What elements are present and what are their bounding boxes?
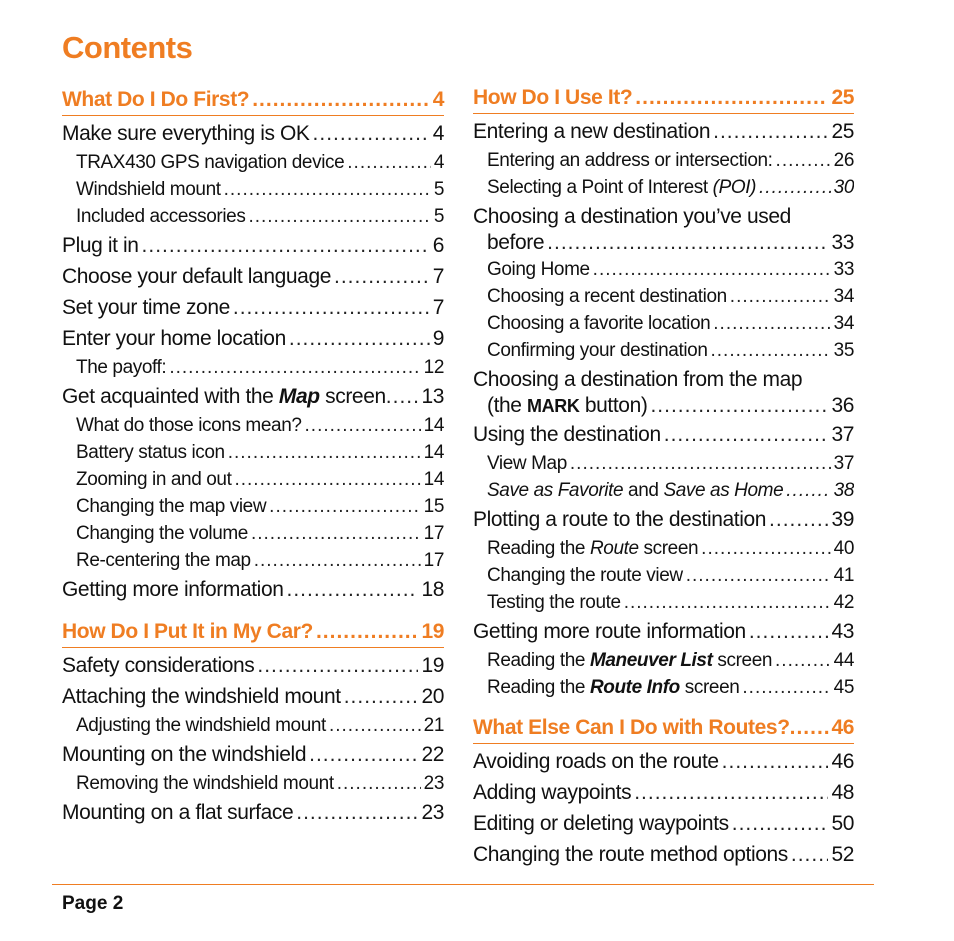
toc-subentry[interactable]: Battery status icon ..... 14 (62, 439, 444, 466)
toc-subentry[interactable]: Reading the Route Info screen ..... 45 (473, 674, 854, 701)
toc-entry-continuation[interactable]: (the MARK button) ..... 36 (473, 392, 854, 419)
page-title: Contents (62, 30, 193, 65)
toc-entry[interactable]: Set your time zone ..... 7 (62, 292, 444, 323)
toc-subentry[interactable]: Choosing a favorite location ..... 34 (473, 310, 854, 337)
toc-entry[interactable]: Get acquainted with the Map screen ..... 13 (62, 381, 444, 412)
toc-subentry[interactable]: Adjusting the windshield mount ..... 21 (62, 712, 444, 739)
toc-entry[interactable]: Mounting on the windshield ..... 22 (62, 739, 444, 770)
toc-entry[interactable]: Getting more information ..... 18 (62, 574, 444, 605)
toc-entry[interactable]: Attaching the windshield mount ..... 20 (62, 681, 444, 712)
footer-divider (52, 884, 874, 885)
toc-subentry[interactable]: Save as Favorite and Save as Home ..... 38 (473, 477, 854, 504)
toc-entry[interactable]: Adding waypoints ..... 48 (473, 777, 854, 808)
toc-subentry[interactable]: Testing the route ..... 42 (473, 589, 854, 616)
toc-subentry[interactable]: Zooming in and out ..... 14 (62, 466, 444, 493)
toc-entry[interactable]: Changing the route method options ..... 52 (473, 839, 854, 870)
toc-subentry[interactable]: Changing the map view ..... 15 (62, 493, 444, 520)
toc-entry[interactable]: Getting more route information ..... 43 (473, 616, 854, 647)
toc-entry[interactable]: Editing or deleting waypoints ..... 50 (473, 808, 854, 839)
section-heading-what-else-can-i-do-with-routes[interactable]: What Else Can I Do with Routes? ..... 46 (473, 712, 854, 744)
toc-subentry[interactable]: Selecting a Point of Interest (POI) ..... 30 (473, 174, 854, 201)
toc-subentry[interactable]: Going Home ..... 33 (473, 256, 854, 283)
toc-entry[interactable]: Make sure everything is OK ..... 4 (62, 118, 444, 149)
toc-column-left (62, 84, 444, 828)
toc-subentry[interactable]: Removing the windshield mount ..... 23 (62, 770, 444, 797)
toc-entry[interactable]: Enter your home location ..... 9 (62, 323, 444, 354)
toc-subentry[interactable]: Reading the Maneuver List screen ..... 44 (473, 647, 854, 674)
toc-subentry[interactable]: Included accessories ..... 5 (62, 203, 444, 230)
page-number: Page 2 (62, 893, 124, 914)
toc-entry[interactable]: Choosing a destination from the map (473, 368, 803, 391)
toc-entry[interactable]: Choose your default language ..... 7 (62, 261, 444, 292)
toc-entry[interactable]: Plug it in ..... 6 (62, 230, 444, 261)
toc-entry[interactable]: Safety considerations ..... 19 (62, 650, 444, 681)
toc-subentry[interactable]: View Map ..... 37 (473, 450, 854, 477)
section-heading-how-do-i-put-it-in-my-car[interactable]: How Do I Put It in My Car? ..... 19 (62, 616, 444, 648)
toc-subentry[interactable]: The payoff: ..... 12 (62, 354, 444, 381)
toc-subentry[interactable]: Changing the route view ..... 41 (473, 562, 854, 589)
toc-subentry[interactable]: Choosing a recent destination ..... 34 (473, 283, 854, 310)
toc-entry[interactable]: Avoiding roads on the route ..... 46 (473, 746, 854, 777)
toc-entry[interactable]: Entering a new destination ..... 25 (473, 116, 854, 147)
toc-column-right (473, 82, 854, 870)
toc-subentry[interactable]: What do those icons mean? ..... 14 (62, 412, 444, 439)
toc-subentry[interactable]: Changing the volume ..... 17 (62, 520, 444, 547)
toc-subentry[interactable]: TRAX430 GPS navigation device ..... 4 (62, 149, 444, 176)
section-heading-what-do-i-do-first[interactable]: What Do I Do First? ..... 4 (62, 84, 444, 116)
toc-entry[interactable]: Using the destination ..... 37 (473, 419, 854, 450)
toc-entry[interactable]: Choosing a destination you’ve used (473, 205, 791, 228)
toc-subentry[interactable]: Confirming your destination ..... 35 (473, 337, 854, 364)
toc-subentry[interactable]: Reading the Route screen ..... 40 (473, 535, 854, 562)
toc-entry[interactable]: Plotting a route to the destination ..... 39 (473, 504, 854, 535)
toc-entry[interactable]: Mounting on a flat surface ..... 23 (62, 797, 444, 828)
toc-subentry[interactable]: Entering an address or intersection: ..... 26 (473, 147, 854, 174)
toc-subentry[interactable]: Windshield mount ..... 5 (62, 176, 444, 203)
toc-subentry[interactable]: Re-centering the map ..... 17 (62, 547, 444, 574)
toc-entry-continuation[interactable]: before ..... 33 (473, 229, 854, 256)
section-heading-how-do-i-use-it[interactable]: How Do I Use It? ..... 25 (473, 82, 854, 114)
